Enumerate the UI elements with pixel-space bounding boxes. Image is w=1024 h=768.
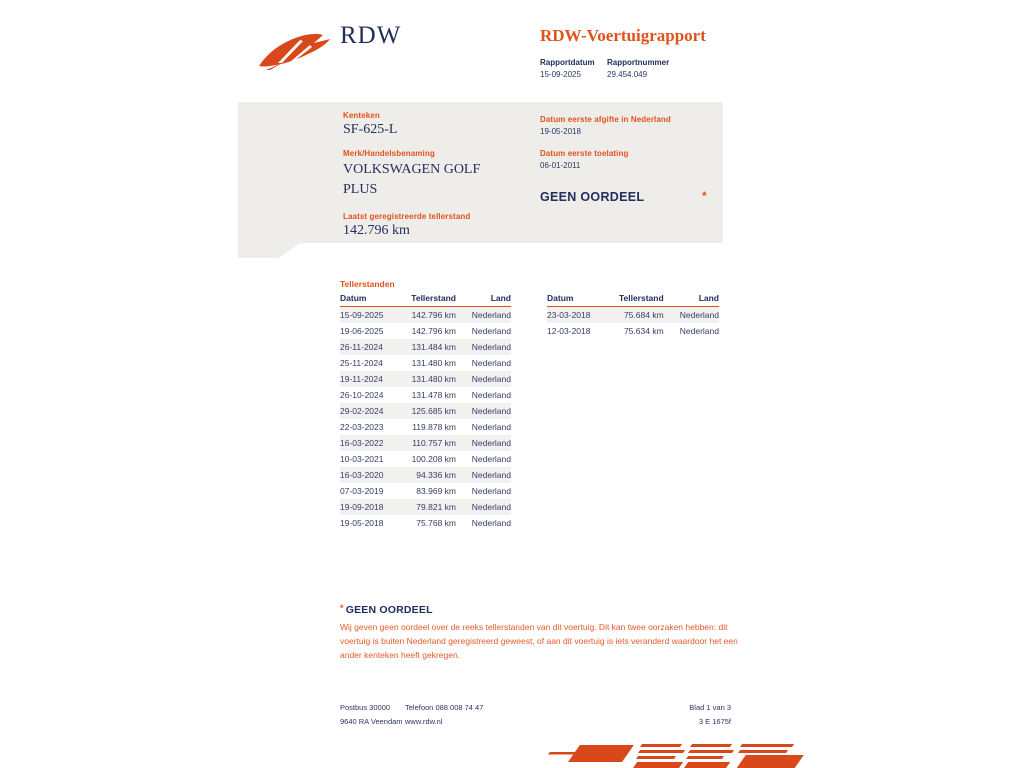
tellerstanden-table-right <box>547 292 719 339</box>
cell-tellerstand: 142.796 km <box>404 307 456 324</box>
cell-tellerstand: 100.208 km <box>411 454 456 464</box>
cell-land: Nederland <box>456 339 511 355</box>
cell-datum: 26-11-2024 <box>340 339 404 355</box>
oordeel-footnote <box>340 603 738 662</box>
cell-tellerstand: 110.757 km <box>404 435 456 451</box>
table-row <box>547 307 719 324</box>
tellerstanden-table-left <box>340 292 511 531</box>
cell-datum: 23-03-2018 <box>547 307 611 324</box>
cell-land: Nederland <box>456 435 511 451</box>
tellerstand-label: Laatst geregistreerde tellerstand <box>343 212 471 221</box>
table-row <box>340 419 511 435</box>
cell-tellerstand: 83.969 km <box>416 486 456 496</box>
cell-land: Nederland <box>456 307 511 324</box>
report-title: RDW-Voertuigrapport <box>540 26 706 45</box>
cell-land: Nederland <box>456 467 511 483</box>
panel-corner-notch <box>238 243 300 258</box>
table-header-row <box>340 292 511 307</box>
table-row <box>340 355 511 371</box>
cell-datum: 22-03-2023 <box>340 422 384 432</box>
cell-tellerstand: 119.878 km <box>412 422 456 432</box>
footer-address-line1: Postbus 30000 <box>340 703 391 712</box>
footer-address-line2: 9640 RA Veendam <box>340 717 403 726</box>
footer-phone: Telefoon 088 008 74 47 <box>405 703 484 712</box>
cell-land: Nederland <box>456 403 511 419</box>
cell-land: Nederland <box>471 518 511 528</box>
cell-land: Nederland <box>471 422 511 432</box>
kenteken-value: SF-625-L <box>343 122 398 137</box>
footer-website: www.rdw.nl <box>405 717 443 726</box>
footer-form-code: 3 E 1675f <box>698 717 731 726</box>
table-row <box>340 323 511 339</box>
cell-datum: 19-06-2025 <box>340 326 384 336</box>
tellerstand-value: 142.796 km <box>343 223 410 238</box>
table-row <box>340 515 511 531</box>
report-number-value: 29.454.049 <box>607 70 648 79</box>
cell-tellerstand: 131.478 km <box>411 390 456 400</box>
table-row <box>547 323 719 339</box>
footnote-heading <box>340 603 738 616</box>
cell-land: Nederland <box>471 358 511 368</box>
rdw-logo-text: RDW <box>340 22 402 49</box>
table-row <box>340 307 511 324</box>
cell-datum: 26-10-2024 <box>340 390 384 400</box>
cell-tellerstand: 75.684 km <box>611 307 663 324</box>
cell-land: Nederland <box>456 371 511 387</box>
cell-datum: 16-03-2020 <box>340 467 404 483</box>
footnote-asterisk-marker: * <box>340 603 344 613</box>
table-row <box>340 483 511 499</box>
cell-land: Nederland <box>471 454 511 464</box>
footnote-body: Wij geven geen oordeel over de reeks tellerstanden van dit voertuig. Dit kan twee oorzaken hebben: dit voertuig is buiten Nederland geregistreerd geweest, of aan dit voertuig is iets veranderd waardoor het een ander kenteken heeft gekregen. <box>340 622 738 660</box>
cell-tellerstand: 75.634 km <box>623 326 664 336</box>
table-row <box>340 387 511 403</box>
cell-land: Nederland <box>471 326 511 336</box>
cell-datum: 19-09-2018 <box>340 499 404 515</box>
merk-value: VOLKSWAGEN GOLF PLUS <box>343 162 481 197</box>
cell-datum: 12-03-2018 <box>547 326 591 336</box>
column-header-tellerstand: Tellerstand <box>404 292 456 307</box>
cell-datum: 19-11-2024 <box>340 371 404 387</box>
table-row <box>340 371 511 387</box>
cell-datum: 15-09-2025 <box>340 307 404 324</box>
rdw-bird-icon <box>256 26 336 72</box>
cell-datum: 25-11-2024 <box>340 358 383 368</box>
tellerstanden-section <box>340 279 720 528</box>
table-row <box>340 339 511 355</box>
cell-tellerstand: 79.821 km <box>404 499 456 515</box>
cell-datum: 07-03-2019 <box>340 486 384 496</box>
table-row <box>340 499 511 515</box>
cell-land: Nederland <box>471 390 511 400</box>
table-body-left <box>340 307 511 532</box>
column-header-datum: Datum <box>547 292 611 307</box>
table-row <box>340 451 511 467</box>
cell-land: Nederland <box>471 486 511 496</box>
toelating-label: Datum eerste toelating <box>540 149 629 158</box>
column-header-land: Land <box>664 292 719 307</box>
cell-datum: 19-05-2018 <box>340 518 384 528</box>
cell-tellerstand: 131.480 km <box>411 358 456 368</box>
cell-land: Nederland <box>679 326 719 336</box>
cell-tellerstand: 94.336 km <box>404 467 456 483</box>
column-header-land: Land <box>456 292 511 307</box>
cell-datum: 16-03-2022 <box>340 435 404 451</box>
rdw-stripes-graphic <box>548 741 808 768</box>
footer-page-indicator: Blad 1 van 3 <box>689 703 731 712</box>
section-title: Tellerstanden <box>340 279 395 289</box>
afgifte-value: 19-05-2018 <box>540 127 581 136</box>
oordeel-status: GEEN OORDEEL <box>540 190 645 204</box>
cell-tellerstand: 125.685 km <box>404 403 456 419</box>
cell-tellerstand: 142.796 km <box>411 326 456 336</box>
report-number-label: Rapportnummer <box>607 58 670 67</box>
column-header-tellerstand: Tellerstand <box>611 292 663 307</box>
merk-label: Merk/Handelsbenaming <box>343 149 435 158</box>
vehicle-summary-panel <box>238 102 723 243</box>
cell-tellerstand: 75.768 km <box>416 518 456 528</box>
cell-tellerstand: 131.480 km <box>404 371 456 387</box>
table-row <box>340 435 511 451</box>
cell-land: Nederland <box>664 307 719 324</box>
table-row <box>340 403 511 419</box>
report-date-label: Rapportdatum <box>540 58 595 67</box>
table-body-right <box>547 307 719 340</box>
footnote-title: GEEN OORDEEL <box>345 604 433 616</box>
afgifte-label: Datum eerste afgifte in Nederland <box>540 115 671 124</box>
cell-datum: 29-02-2024 <box>340 403 404 419</box>
report-date-value: 15-09-2025 <box>540 70 581 79</box>
toelating-value: 06-01-2011 <box>540 161 581 170</box>
cell-tellerstand: 131.484 km <box>404 339 456 355</box>
oordeel-asterisk-marker: * <box>702 189 707 203</box>
cell-datum: 10-03-2021 <box>340 454 384 464</box>
cell-land: Nederland <box>456 499 511 515</box>
column-header-datum: Datum <box>340 292 404 307</box>
table-row <box>340 467 511 483</box>
kenteken-label: Kenteken <box>343 111 380 120</box>
table-header-row <box>547 292 719 307</box>
